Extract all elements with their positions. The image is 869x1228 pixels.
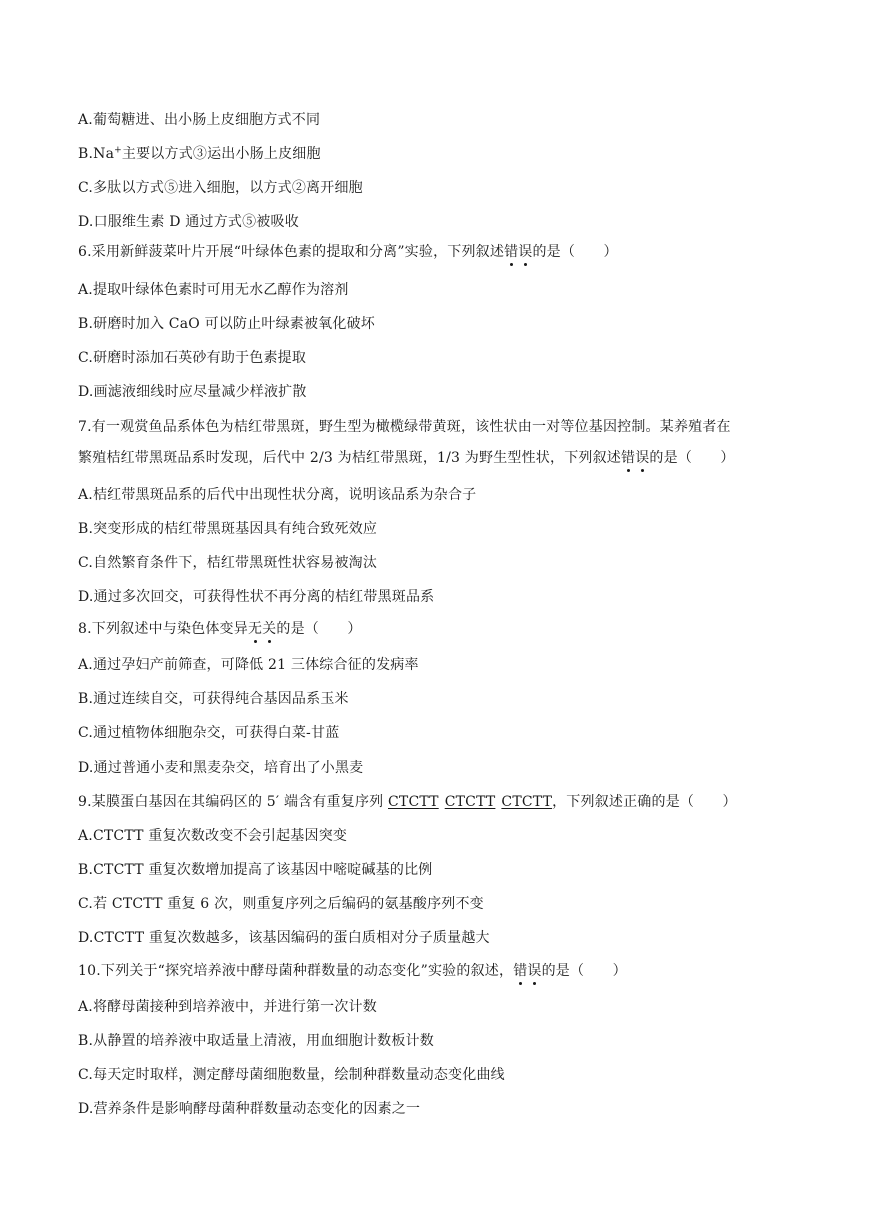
question-text: 7.有一观赏鱼品系体色为桔红带黑斑，野生型为橄榄绿带黄斑，该性状由一对等位基因控制。某养殖者在 xyxy=(78,419,731,435)
question-10-stem xyxy=(78,962,829,980)
q6-option-c xyxy=(78,349,829,367)
option-text: B.突变形成的桔红带黑斑基因具有纯合致死效应 xyxy=(78,521,378,537)
question-text: 的是（ ） xyxy=(276,621,362,637)
emphasis-char: 误 xyxy=(635,450,650,466)
option-text: A.葡萄糖进、出小肠上皮细胞方式不同 xyxy=(78,112,321,128)
option-text: A.CTCTT 重复次数改变不会引起基因突变 xyxy=(78,828,348,844)
question-text: 的是（ ） xyxy=(541,963,627,979)
q5-option-b xyxy=(78,145,829,163)
emphasis-char: 误 xyxy=(527,963,542,979)
emphasis-char: 错 xyxy=(621,450,636,466)
superscript: + xyxy=(114,145,122,156)
q5-option-c xyxy=(78,179,829,197)
q5-option-d xyxy=(78,213,829,231)
option-text: D.CTCTT 重复次数越多，该基因编码的蛋白质相对分子质量越大 xyxy=(78,930,490,946)
question-text: 的是（ ） xyxy=(532,244,618,260)
q10-option-b xyxy=(78,1032,829,1050)
option-text: C.多肽以方式⑤进入细胞，以方式②离开细胞 xyxy=(78,180,363,196)
option-text: B.研磨时加入 CaO 可以防止叶绿素被氧化破坏 xyxy=(78,316,375,332)
q7-option-a xyxy=(78,486,829,504)
q10-option-d xyxy=(78,1100,829,1118)
q6-option-a xyxy=(78,281,829,299)
option-text: C.若 CTCTT 重复 6 次，则重复序列之后编码的氨基酸序列不变 xyxy=(78,896,484,912)
q10-option-c xyxy=(78,1066,829,1084)
emphasis-char: 无 xyxy=(247,621,263,637)
question-text: 繁殖桔红带黑斑品系时发现，后代中 2/3 为桔红带黑斑，1/3 为野生型性状，下列叙述 xyxy=(78,450,622,466)
option-text: D.营养条件是影响酵母菌种群数量动态变化的因素之一 xyxy=(78,1101,421,1117)
option-text: A.桔红带黑斑品系的后代中出现性状分离，说明该品系为杂合子 xyxy=(78,487,477,503)
option-text: C.每天定时取样，测定酵母菌细胞数量，绘制种群数量动态变化曲线 xyxy=(78,1067,505,1083)
option-text: D.口服维生素 D 通过方式⑤被吸收 xyxy=(78,214,299,230)
question-8-stem xyxy=(78,620,829,638)
q7-option-c xyxy=(78,554,829,572)
q10-option-a xyxy=(78,998,829,1016)
underlined-sequence: CTCTT xyxy=(388,794,439,810)
question-text: 9.某膜蛋白基因在其编码区的 5′ 端含有重复序列 xyxy=(78,794,388,810)
option-text: A.将酵母菌接种到培养液中，并进行第一次计数 xyxy=(78,999,377,1015)
option-text: B.通过连续自交，可获得纯合基因品系玉米 xyxy=(78,691,349,707)
emphasis-char: 关 xyxy=(262,621,277,637)
q9-option-c xyxy=(78,895,829,913)
question-text: 6.采用新鲜菠菜叶片开展“叶绿体色素的提取和分离”实验，下列叙述 xyxy=(78,244,505,260)
q9-option-d xyxy=(78,929,829,947)
q6-option-b xyxy=(78,315,829,333)
option-text: C.研磨时添加石英砂有助于色素提取 xyxy=(78,350,307,366)
q9-option-b xyxy=(78,861,829,879)
question-9-stem xyxy=(78,793,829,811)
question-text: ，下列叙述正确的是（ ） xyxy=(552,794,737,810)
option-text: C.通过植物体细胞杂交，可获得白菜-甘蓝 xyxy=(78,725,340,741)
option-text: B.从静置的培养液中取适量上清液，用血细胞计数板计数 xyxy=(78,1033,434,1049)
option-text: C.自然繁育条件下，桔红带黑斑性状容易被淘汰 xyxy=(78,555,378,571)
question-6-stem xyxy=(78,243,829,261)
option-text: D.画滤液细线时应尽量减少样液扩散 xyxy=(78,384,307,400)
option-text: D.通过多次回交，可获得性状不再分离的桔红带黑斑品系 xyxy=(78,589,435,605)
q5-option-a xyxy=(78,111,829,129)
underlined-sequence: CTCTT xyxy=(444,794,496,810)
q7-option-d xyxy=(78,588,829,606)
q9-option-a xyxy=(78,827,829,845)
q7-option-b xyxy=(78,520,829,538)
option-text: 主要以方式③运出小肠上皮细胞 xyxy=(121,146,321,162)
question-7-stem-line2 xyxy=(78,449,829,467)
q6-option-d xyxy=(78,383,829,401)
option-text: D.通过普通小麦和黑麦杂交，培育出了小黑麦 xyxy=(78,760,364,776)
option-text: B.Na xyxy=(78,146,115,162)
question-text: 8.下列叙述中与染色体变异 xyxy=(78,621,248,637)
q8-option-a xyxy=(78,656,829,674)
option-text: A.通过孕妇产前筛查，可降低 21 三体综合征的发病率 xyxy=(78,657,419,673)
q8-option-c xyxy=(78,724,829,742)
q8-option-b xyxy=(78,690,829,708)
q8-option-d xyxy=(78,759,829,777)
emphasis-char: 误 xyxy=(518,244,533,260)
question-text: 的是（ ） xyxy=(649,450,735,466)
question-7-stem-line1 xyxy=(78,418,829,436)
underlined-sequence: CTCTT xyxy=(501,794,553,810)
emphasis-char: 错 xyxy=(513,963,528,979)
question-text: 10.下列关于“探究培养液中酵母菌种群数量的动态变化”实验的叙述， xyxy=(78,963,514,979)
option-text: A.提取叶绿体色素时可用无水乙醇作为溶剂 xyxy=(78,282,349,298)
option-text: B.CTCTT 重复次数增加提高了该基因中嘧啶碱基的比例 xyxy=(78,862,433,878)
emphasis-char: 错 xyxy=(504,244,519,260)
